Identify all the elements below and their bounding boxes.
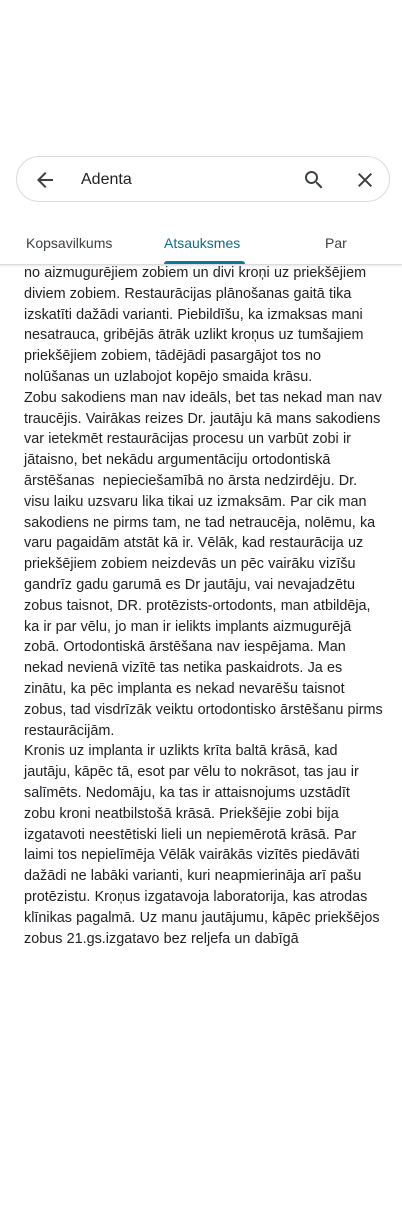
search-icon[interactable]: [302, 168, 326, 192]
review-paragraph: no aizmugurējiem zobiem un divi kroņi uz priekšējiem diviem zobiem. Restaurācijas plānošanas gaitā tika izskatīti dažādi varianti. Piebildīšu, ka izmaksas mani nesatrauca, gribējās ātrāk uzlikt kroņus uz tumšajiem priekšējiem zobiem, tādējādi pasargājot tos no nolūšanas un uzlabojot kopējo smaida krāsu.: [24, 265, 371, 385]
review-text: [24, 263, 387, 949]
review-paragraph: Kronis uz implanta ir uzlikts krīta baltā krāsā, kad jautāju, kāpēc tā, esot par vēlu to nokrāsot, tas jau ir salīmēts. Nedomāju, ka tas ir attaisnojums uzstādīt zobu kroni neatbilstošā krāsā. Priekšējie zobi bija izgatavoti neestētiski lieli un nepiemērotā krāsā. Par laimi tos nepielīmēja Vēlāk vairākās vizītēs piedāvāti dažādi ne labāki varianti, kuri neapmierināja arī pašu protēzistu. Kroņus izgatavoja laboratorija, kas atrodas klīnikas pagalmā. Uz manu jautājumu, kāpēc priekšējos zobus 21.gs.izgatavo bez reljefa un dabīgā: [24, 743, 384, 947]
search-bar[interactable]: [16, 156, 390, 202]
tab-atsauksmes[interactable]: Atsauksmes: [164, 235, 241, 251]
back-arrow-icon[interactable]: [33, 168, 57, 192]
review-paragraph: Zobu sakodiens man nav ideāls, bet tas nekad man nav traucējis. Vairākas reizes Dr. jautāju kā mans sakodiens var ietekmēt restaurācijas procesu un varbūt zobi ir jātaisno, bet nekādu argumentāciju ortodontiskā ārstēšanas nepieciešamībā no ārsta nedzirdēju. Dr. visu laiku uzsvaru lika tikai uz izmaksām. Par cik man sakodiens ne pirms tam, ne tad netraucēja, nolēmu, ka varu pagaidām atstāt kā ir. Vēlāk, kad restaurācija uz priekšējiem zobiem neizdevās un pēc vairāku vizīšu gandrīz gadu garumā es Dr jautāju, vai nevajadzētu zobus taisnot, DR. protēzists-ortodonts, man atbildēja, ka ir par vēlu, jo man ir ielikts implants aizmugurējā zobā. Ortodontiskā ārstēšana nav iespējama. Man nekad nevienā vizītē tas netika paskaidrots. Ja es zinātu, ka pēc implanta es nekad nevarēšu taisnot zobus, tad visdrīzāk veiktu ortodontisko ārstēšanu pirms restaurācijām.: [24, 389, 387, 739]
tab-par[interactable]: Par: [325, 235, 347, 251]
close-icon[interactable]: [353, 168, 377, 192]
tab-kopsavilkums[interactable]: Kopsavilkums: [26, 235, 113, 251]
search-query[interactable]: Adenta: [81, 171, 132, 188]
tab-bar: [0, 218, 402, 265]
